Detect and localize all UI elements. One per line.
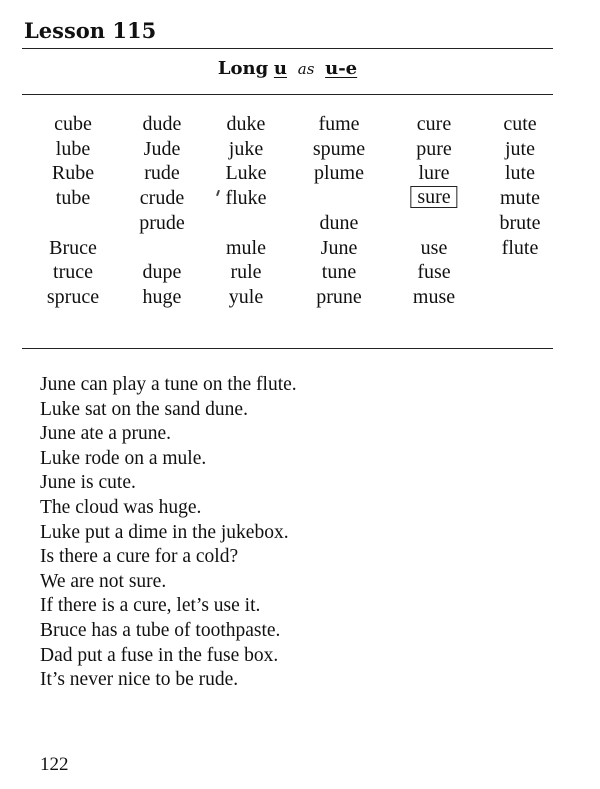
sentence: Bruce has a tube of toothpaste. — [40, 619, 281, 641]
middle-rule — [22, 348, 553, 349]
word-cell: spume — [312, 137, 366, 160]
word-cell: Jude — [143, 137, 181, 160]
word-cell: fuse — [417, 261, 451, 284]
word-cell: Rube — [51, 162, 95, 185]
word-cell: dude — [142, 113, 182, 135]
sentence: The cloud was huge. — [40, 496, 202, 518]
subtitle-long: Long — [217, 58, 269, 79]
subtitle-pattern: u-e — [325, 58, 358, 79]
sentence-list — [40, 373, 297, 693]
subtitle-as: as — [297, 60, 315, 78]
lesson-title: Lesson 115 — [24, 18, 157, 43]
top-rule — [22, 48, 553, 49]
word-cell: spruce — [46, 285, 100, 308]
word-cell: Bruce — [49, 236, 97, 259]
word-cell: dune — [319, 211, 359, 234]
word-cell: crude — [139, 187, 185, 210]
sentence: June ate a prune. — [40, 423, 172, 445]
word-cell: use — [420, 236, 448, 259]
word-cell: lure — [418, 162, 450, 185]
word-cell: tune — [321, 261, 357, 284]
sentence: If there is a cure, let’s use it. — [40, 595, 261, 617]
word-cell: prude — [139, 211, 185, 234]
page-number: 122 — [40, 754, 69, 775]
word-cell: brute — [499, 211, 541, 234]
word-cell: jute — [505, 137, 535, 160]
stray-mark — [216, 190, 220, 196]
word-cell: yule — [228, 285, 264, 308]
subtitle-letter: u — [273, 58, 288, 79]
sentence: Is there a cure for a cold? — [40, 546, 239, 568]
word-cell: lute — [505, 162, 535, 185]
sentence: It’s never nice to be rude. — [40, 669, 239, 691]
sentence: June is cute. — [40, 472, 136, 494]
word-cell: cube — [54, 113, 92, 135]
word-cell: pure — [416, 137, 452, 160]
word-cell: lube — [55, 137, 91, 160]
word-cell: prune — [316, 285, 362, 308]
word-cell: dupe — [142, 261, 182, 284]
sentence: Luke put a dime in the jukebox. — [40, 521, 289, 543]
subtitle-rule — [22, 94, 553, 95]
sentence: Dad put a fuse in the fuse box. — [40, 644, 279, 666]
word-cell: mute — [500, 187, 540, 210]
word-cell: flute — [501, 236, 539, 259]
word-cell: June — [320, 236, 358, 259]
sentence: Luke rode on a mule. — [40, 447, 207, 469]
sentence: June can play a tune on the flute. — [40, 374, 297, 395]
word-cell: Luke — [225, 162, 267, 185]
word-cell: mule — [226, 236, 266, 259]
word-cell: juke — [228, 137, 264, 160]
word-cell: truce — [53, 261, 93, 284]
lesson-subtitle — [22, 58, 553, 79]
word-cell: tube — [55, 187, 91, 210]
word-cell: plume — [314, 162, 364, 185]
word-cell: fluke — [225, 187, 267, 210]
word-cell: rude — [144, 162, 180, 185]
sentence: Luke sat on the sand dune. — [40, 398, 248, 420]
word-cell: cute — [503, 113, 537, 135]
word-cell: muse — [412, 285, 456, 308]
boxed-word: sure — [410, 186, 457, 208]
word-cell: rule — [230, 261, 262, 284]
word-cell: cure — [416, 113, 452, 135]
word-cell: duke — [226, 113, 266, 135]
sentence: We are not sure. — [40, 570, 167, 592]
word-cell: huge — [142, 285, 182, 308]
word-cell: fume — [318, 113, 360, 135]
